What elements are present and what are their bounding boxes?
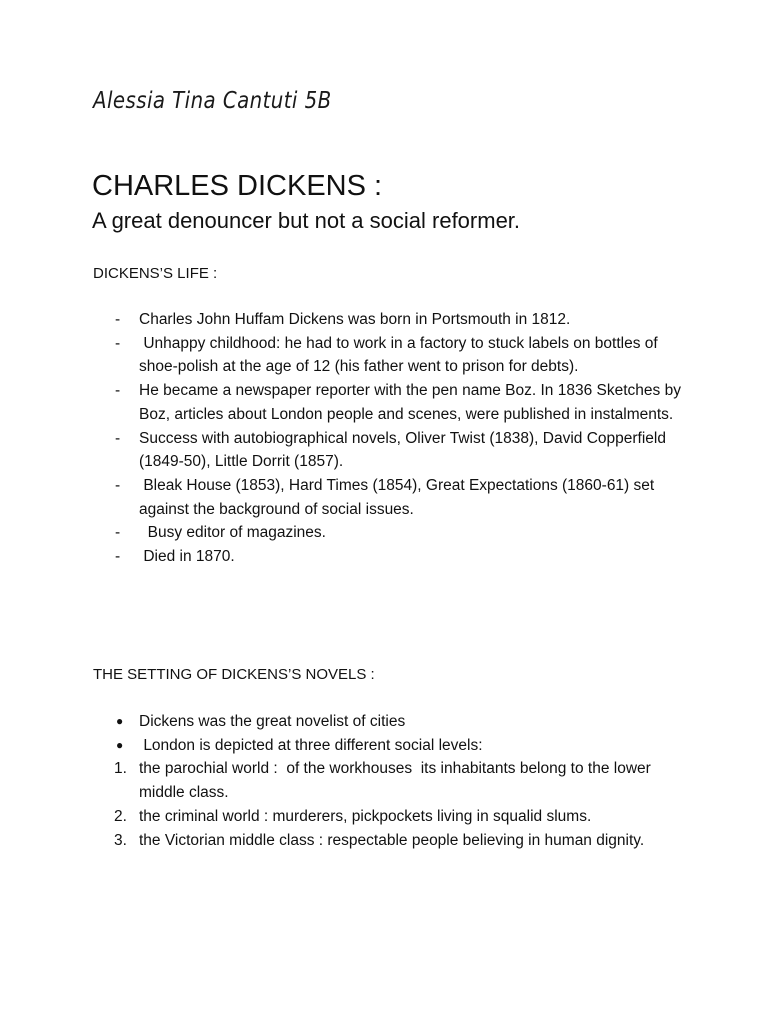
list-item [93, 474, 693, 521]
list-item-text: London is depicted at three different social levels: [139, 736, 483, 754]
list-item [93, 734, 693, 758]
dash-marker: - [115, 429, 121, 447]
list-item [93, 545, 693, 569]
list-item-text: He became a newspaper reporter with the pen name Boz. In 1836 Sketches by Boz, articles about London people and scenes, were published in instalments. [139, 382, 681, 423]
author-signature: Alessia Tina Cantuti 5B [93, 88, 332, 114]
bullet-marker: ● [116, 737, 124, 752]
list-item-text: Bleak House (1853), Hard Times (1854), Great Expectations (1860-61) set against the background of social issues. [139, 476, 659, 518]
life-list [93, 308, 693, 569]
list-item [93, 757, 693, 804]
dash-marker: - [115, 548, 121, 566]
bullet-marker: ● [116, 714, 124, 728]
list-item [93, 379, 693, 426]
list-item [93, 710, 693, 734]
setting-bullet-list [93, 710, 693, 852]
list-item-text: Dickens was the great novelist of cities [139, 713, 406, 730]
list-item-text: the parochial world : of the workhouses its inhabitants belong to the lower middle class. [139, 760, 656, 802]
dash-marker: - [115, 382, 121, 400]
page-subtitle: A great denouncer but not a social reformer. [92, 208, 521, 233]
page-title: CHARLES DICKENS : [92, 170, 383, 202]
dash-marker: - [115, 476, 121, 494]
list-item-text: the Victorian middle class : respectable people believing in human dignity. [139, 831, 645, 849]
dash-marker: - [115, 311, 121, 328]
setting-section-heading: THE SETTING OF DICKENS’S NOVELS : [93, 666, 375, 683]
life-section-heading: DICKENS’S LIFE : [93, 265, 218, 282]
list-item-text: Charles John Huffam Dickens was born in Portsmouth in 1812. [139, 311, 571, 328]
dash-marker: - [115, 524, 121, 542]
number-marker: 3. [114, 831, 127, 849]
list-item-text: Success with autobiographical novels, Oliver Twist (1838), David Copperfield (1849-50), Little Dorrit (1857). [139, 429, 666, 471]
number-marker: 2. [114, 807, 127, 825]
list-item [93, 332, 693, 379]
list-item-text: Unhappy childhood: he had to work in a factory to stuck labels on bottles of shoe-polish at the age of 12 (his father went to prison for debts). [139, 334, 663, 376]
list-item-text: Died in 1870. [139, 548, 235, 566]
list-item [93, 805, 693, 829]
number-marker: 1. [114, 760, 127, 778]
list-item-text: Busy editor of magazines. [139, 524, 326, 542]
list-item [93, 427, 693, 474]
list-item [93, 829, 693, 853]
list-item [93, 521, 693, 545]
list-item [93, 308, 693, 332]
list-item-text: the criminal world : murderers, pickpockets living in squalid slums. [139, 807, 592, 825]
dash-marker: - [115, 334, 121, 352]
